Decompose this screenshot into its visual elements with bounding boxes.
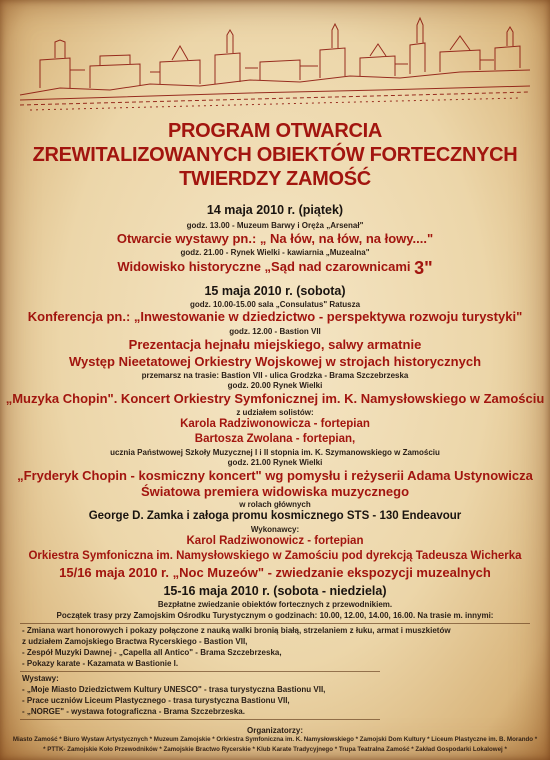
day3-list-item-4: - Pokazy karate - Kazamata w Bastionie I.	[22, 659, 179, 668]
title-line-3: TWIERDZY ZAMOŚĆ	[179, 168, 371, 190]
divider-middle	[20, 671, 380, 672]
organizers-line-1: Miasto Zamość * Biuro Wystaw Artystycznych * Muzeum Zamojskie * Orkiestra Symfoniczna im. K. Namysłowskiego * Zamojski Dom Kultury * Liceum Plastyczne im. B. Morando *	[12, 736, 538, 743]
organizers-label: Organizatorzy:	[246, 726, 303, 735]
day2-event-2b: Występ Nieetatowej Orkiestry Wojskowej w strojach historycznych	[68, 354, 482, 369]
day3-list-item-2: z udziałem Zamojskiego Bractwa Rycerskiego - Bastion VII,	[22, 637, 248, 646]
day1-event-2-mark: 3"	[414, 258, 433, 278]
day2-info-5: z udziałem solistów:	[236, 408, 314, 417]
exhibition-item-3: - „NORGE" - wystawa fotograficzna - Brama Szczebrzeska.	[22, 707, 245, 716]
day3-date: 15-16 maja 2010 r. (sobota - niedziela)	[163, 584, 387, 598]
day2-soloist-2: Bartosza Zwolana - fortepian,	[194, 433, 356, 445]
divider-bottom	[20, 719, 380, 720]
day1-event-2-text: Widowisko historyczne „Sąd nad czarownicami	[117, 259, 411, 274]
day2-info-4: godz. 20.00 Rynek Wielki	[227, 381, 323, 390]
day3-list-item-3: - Zespół Muzyki Dawnej - „Capella all Antico" - Brama Szczebrzeska,	[22, 648, 282, 657]
exhibitions-label: Wystawy:	[22, 674, 59, 683]
title-line-2: ZREWITALIZOWANYCH OBIEKTÓW FORTECZNYCH	[32, 144, 518, 166]
exhibition-item-1: - „Moje Miasto Dziedzictwem Kultury UNESCO" - trasa turystyczna Bastionu VII,	[22, 685, 326, 694]
day2-info-7: godz. 21.00 Rynek Wielki	[227, 458, 323, 467]
day2-night-museum: 15/16 maja 2010 r. „Noc Muzeów" - zwiedzanie ekspozycji muzealnych	[59, 565, 491, 580]
title-line-1: PROGRAM OTWARCIA	[167, 120, 383, 142]
day2-event-4a: „Fryderyk Chopin - kosmiczny koncert" wg pomysłu i reżyserii Adama Ustynowicza	[17, 468, 533, 483]
day2-info-9: Wykonawcy:	[250, 525, 300, 534]
fortress-skyline-illustration	[0, 0, 550, 115]
day3-info-1: Bezpłatne zwiedzanie obiektów fortecznych z przewodnikiem.	[157, 600, 393, 609]
day1-date: 14 maja 2010 r. (piątek)	[206, 203, 344, 217]
day2-performer-1: Karol Radziwonowicz - fortepian	[186, 535, 364, 547]
day2-event-1: Konferencja pn.: „Inwestowanie w dziedzictwo - perspektywa rozwoju turystyki"	[27, 309, 523, 324]
day2-event-2a: Prezentacja hejnału miejskiego, salwy armatnie	[128, 337, 422, 352]
organizers-line-2: * PTTK- Zamojskie Koło Przewodników * Zamojskie Bractwo Rycerskie * Klub Karate Tradycyjnego * Trupa Teatralna Zamość * Zakład Gospodarki Lokalowej *	[43, 746, 507, 753]
day2-performer-2: Orkiestra Symfoniczna im. Namysłowskiego w Zamościu pod dyrekcją Tadeusza Wicherka	[28, 550, 522, 562]
day2-cast: George D. Zamka i załoga promu kosmicznego STS - 130 Endeavour	[88, 510, 462, 522]
day1-event-1: Otwarcie wystawy pn.: „ Na łów, na łów, na łowy...."	[116, 231, 434, 246]
day2-info-6: ucznia Państwowej Szkoły Muzycznej I i II stopnia im. K. Szymanowskiego w Zamościu	[110, 448, 440, 457]
day1-event-2	[0, 259, 550, 277]
day2-info-1: godz. 10.00-15.00 sala „Consulatus" Ratusza	[189, 300, 361, 309]
exhibition-item-2: - Prace uczniów Liceum Plastycznego - trasa turystyczna Bastionu VII,	[22, 696, 290, 705]
day3-info-2: Początek trasy przy Zamojskim Ośrodku Turystycznym o godzinach: 10.00, 12.00, 14.00, 16.00. Na trasie m. innymi:	[56, 611, 494, 620]
day2-event-3: „Muzyka Chopin". Koncert Orkiestry Symfonicznej im. K. Namysłowskiego w Zamościu	[5, 391, 545, 406]
day1-info-2: godz. 21.00 - Rynek Wielki - kawiarnia „Muzealna"	[180, 248, 370, 257]
day2-soloist-1: Karola Radziwonowicza - fortepian	[180, 418, 370, 430]
day2-info-3: przemarsz na trasie: Bastion VII - ulica Grodzka - Brama Szczebrzeska	[141, 371, 409, 380]
day1-info-1: godz. 13.00 - Muzeum Barwy i Oręża „Arsenał"	[186, 221, 364, 230]
divider-top	[20, 623, 530, 624]
day3-list-item-1: - Zmiana wart honorowych i pokazy połączone z nauką walki bronią białą, strzelaniem z łuku, armat i muszkietów	[22, 626, 451, 635]
day2-date: 15 maja 2010 r. (sobota)	[204, 284, 346, 298]
day2-info-2: godz. 12.00 - Bastion VII	[229, 327, 321, 336]
day2-info-8: w rolach głównych	[239, 500, 311, 509]
day2-event-4b: Światowa premiera widowiska muzycznego	[140, 484, 410, 499]
